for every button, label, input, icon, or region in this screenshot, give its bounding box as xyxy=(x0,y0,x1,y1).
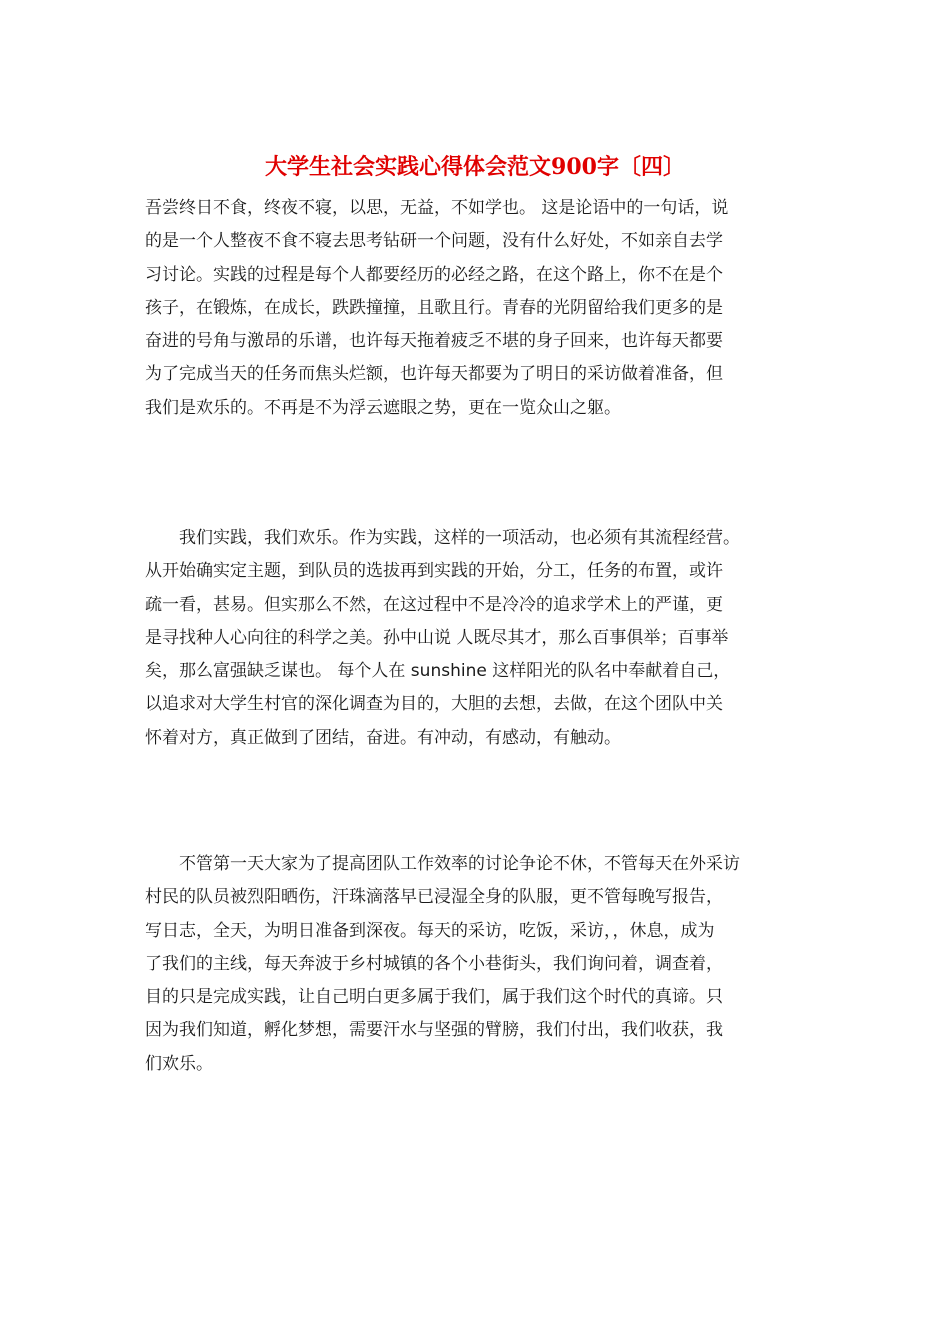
text-line: 目的只是完成实践，让自己明白更多属于我们，属于我们这个时代的真谛。只 xyxy=(145,987,723,1008)
text-line: 写日志，全天，为明日准备到深夜。每天的采访，吃饭，采访，，休息，成为 xyxy=(145,920,715,941)
text-line: 了我们的主线，每天奔波于乡村城镇的各个小巷街头，我们询问着，调查着， xyxy=(145,953,723,974)
text-line: 矣，那么富强缺乏谋也。 每个人在 sunshine 这样阳光的队名中奉献着自己， xyxy=(145,661,731,682)
text-line: 疏一看，甚易。但实那么不然，在这过程中不是冷冷的追求学术上的严谨，更 xyxy=(145,594,723,615)
text-line: 为了完成当天的任务而焦头烂额，也许每天都要为了明日的采访做着准备，但 xyxy=(145,364,723,385)
text-line: 从开始确实定主题，到队员的选拔再到实践的开始，分工，任务的布置，或许 xyxy=(145,561,723,582)
text-line: 吾尝终日不食，终夜不寝，以思，无益，不如学也。 这是论语中的一句话，说 xyxy=(145,198,729,218)
text-line: 怀着对方，真正做到了团结，奋进。有冲动，有感动，有触动。 xyxy=(145,727,621,748)
text-line: 孩子，在锻炼，在成长，跌跌撞撞，且歌且行。青春的光阴留给我们更多的是 xyxy=(145,297,723,318)
text-line: 是寻找种人心向往的科学之美。孙中山说 人既尽其才，那么百事俱举；百事举 xyxy=(145,627,729,648)
document-title: 大学生社会实践心得体会范文900字〔四〕 xyxy=(265,154,685,180)
text-line: 奋进的号角与激昂的乐谱，也许每天拖着疲乏不堪的身子回来，也许每天都要 xyxy=(145,331,723,352)
text-line: 们欢乐。 xyxy=(145,1053,213,1074)
text-line: 不管第一天大家为了提高团队工作效率的讨论争论不休，不管每天在外采访 xyxy=(145,854,740,874)
text-line: 因为我们知道，孵化梦想，需要汗水与坚强的臂膀，我们付出，我们收获，我 xyxy=(145,1020,723,1041)
text-line: 我们实践，我们欢乐。作为实践，这样的一项活动，也必须有其流程经营。 xyxy=(145,528,740,548)
text-line: 的是一个人整夜不食不寝去思考钻研一个问题，没有什么好处，不如亲自去学 xyxy=(145,231,723,252)
paragraph-1 xyxy=(145,192,810,425)
paragraph-3 xyxy=(145,848,810,1081)
text-line: 以追求对大学生村官的深化调查为目的，大胆的去想，去做，在这个团队中关 xyxy=(145,694,723,715)
paragraph-2 xyxy=(145,522,810,755)
text-line: 村民的队员被烈阳晒伤，汗珠滴落早已浸湿全身的队服，更不管每晚写报告， xyxy=(145,887,723,908)
text-line: 我们是欢乐的。不再是不为浮云遮眼之势，更在一览众山之躯。 xyxy=(145,397,621,418)
text-line: 习讨论。实践的过程是每个人都要经历的必经之路，在这个路上，你不在是个 xyxy=(145,264,723,285)
